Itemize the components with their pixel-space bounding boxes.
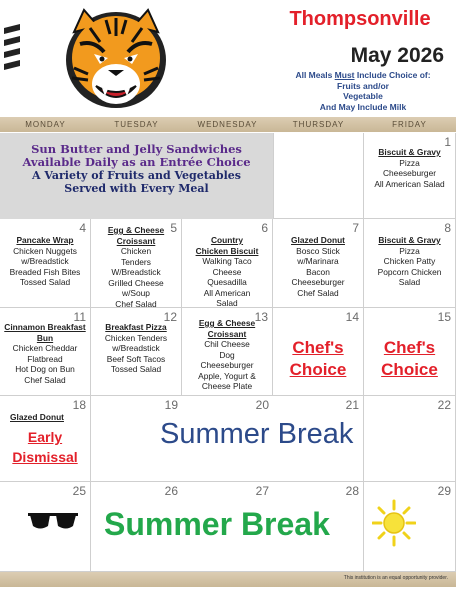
equal-opportunity-note: This institution is an equal opportunity provider. xyxy=(343,575,448,581)
day-number: 7 xyxy=(352,221,359,235)
day-number: 22 xyxy=(437,398,451,412)
day-cell-12 xyxy=(91,308,182,396)
day-number: 26 xyxy=(164,484,178,498)
menu-title: Egg & Cheese Croissant xyxy=(107,225,165,246)
day-thursday: THURSDAY xyxy=(292,120,345,129)
banner-line4: Served with Every Meal xyxy=(64,182,209,195)
day-tuesday: TUESDAY xyxy=(114,120,159,129)
note-line4: And May Include Milk xyxy=(319,101,407,112)
day-number: 5 xyxy=(170,221,177,235)
menu-item: Popcorn Chicken xyxy=(377,266,442,277)
day-monday: MONDAY xyxy=(25,120,66,129)
menu-item: Pizza xyxy=(399,157,420,168)
summer-break-label-2: Summer Break xyxy=(104,506,330,542)
menu-item: Cheese Plate xyxy=(201,381,253,391)
menu-item: w/Soup xyxy=(122,288,150,298)
note-line1-pre: All Meals xyxy=(295,70,335,80)
early-dismissal-line2: Dismissal xyxy=(12,449,78,465)
day-cell-7 xyxy=(273,219,364,308)
day-number: 21 xyxy=(345,398,359,412)
menu-item: Grilled Cheese xyxy=(108,277,164,288)
day-cell-22 xyxy=(364,396,456,482)
day-cell-18 xyxy=(0,396,91,482)
note-line3: Vegetable xyxy=(343,91,383,101)
menu-item: Walking Taco xyxy=(202,256,252,266)
menu-item: Pizza xyxy=(399,245,420,256)
menu-item: Apple, Yogurt & xyxy=(198,370,256,381)
menu-title: Glazed Donut xyxy=(10,412,64,422)
day-cell-13 xyxy=(182,308,273,396)
menu-item: Chef Salad xyxy=(297,287,339,298)
menu-item: Chil Cheese Dog xyxy=(204,339,250,360)
summer-break-label-1: Summer Break xyxy=(160,418,354,450)
menu-item: Chicken Nuggets xyxy=(13,245,77,256)
stripes-icon xyxy=(4,24,20,74)
menu-item: Beef Soft Tacos xyxy=(106,353,166,364)
chefs-choice-line2: Choice xyxy=(289,360,347,379)
day-number: 28 xyxy=(345,484,359,498)
menu-item: Cheeseburger xyxy=(200,360,254,370)
menu-item: W/Breadstick xyxy=(111,267,161,277)
menu-title: Glazed Donut xyxy=(291,235,345,245)
menu-item: Chicken Patty xyxy=(383,256,436,266)
weekday-header xyxy=(0,117,456,132)
day-cell-8 xyxy=(364,219,456,308)
menu-item: Bosco Stick xyxy=(296,245,340,256)
menu-item: Tossed Salad xyxy=(19,277,71,287)
menu-item: Hot Dog on Bun xyxy=(15,364,75,374)
day-wednesday: WEDNESDAY xyxy=(197,120,258,129)
day-cell-14 xyxy=(273,308,364,396)
chefs-choice-line1: Chef's xyxy=(383,338,436,357)
day-number: 8 xyxy=(444,221,451,235)
early-dismissal-line1: Early xyxy=(27,429,63,445)
menu-item: Cheese Quesadilla xyxy=(207,266,247,287)
school-name: Thompsonville xyxy=(289,8,431,30)
day-number: 13 xyxy=(254,310,268,324)
menu-title: Biscuit & Gravy xyxy=(378,147,441,157)
menu-item: Cheeseburger xyxy=(291,277,345,287)
menu-item: Chicken Tenders xyxy=(104,332,168,343)
day-number: 29 xyxy=(437,484,451,498)
meal-notes xyxy=(270,70,456,112)
day-friday: FRIDAY xyxy=(392,120,427,129)
menu-item: Breaded Fish Bites xyxy=(9,266,81,277)
day-number: 4 xyxy=(79,221,86,235)
day-number: 15 xyxy=(437,310,451,324)
menu-title: Biscuit & Gravy xyxy=(378,235,441,245)
tiger-mascot-icon xyxy=(60,4,172,112)
banner-line2: Available Daily as an Entrée Choice xyxy=(22,155,251,169)
banner-line3: A Variety of Fruits and Vegetables xyxy=(31,169,241,182)
menu-item: Cheeseburger xyxy=(382,168,437,178)
note-line2: Fruits and/or xyxy=(337,80,389,91)
menu-title: Country Chicken Biscuit xyxy=(195,235,259,256)
menu-item: Flatbread xyxy=(27,353,63,364)
menu-item: w/Breadstick xyxy=(21,256,69,266)
day-cell-5 xyxy=(91,219,182,308)
menu-item: Chicken Cheddar xyxy=(12,343,78,353)
chefs-choice-line1: Chef's xyxy=(292,338,344,357)
day-number: 12 xyxy=(163,310,177,324)
day-cell-4 xyxy=(0,219,91,308)
menu-item: Salad xyxy=(398,277,421,287)
menu-item: All American Salad xyxy=(374,178,445,189)
day-cell-15 xyxy=(364,308,456,396)
day-number: 18 xyxy=(72,398,86,412)
day-number: 20 xyxy=(255,398,269,412)
month-title: May 2026 xyxy=(350,44,444,67)
menu-title: Pancake Wrap xyxy=(16,235,74,245)
day-number: 27 xyxy=(255,484,269,498)
sun-icon xyxy=(372,498,416,548)
menu-title: Egg & Cheese Croissant xyxy=(198,318,256,339)
chefs-choice-line2: Choice xyxy=(381,360,438,379)
menu-item: Tossed Salad xyxy=(110,364,162,374)
menu-item: All American Salad xyxy=(203,287,251,308)
day-cell-11 xyxy=(0,308,91,396)
day-cell-6 xyxy=(182,219,273,308)
banner-line1: Sun Butter and Jelly Sandwiches xyxy=(31,142,242,156)
menu-item: Chef Salad xyxy=(24,374,66,385)
day-cell-25 xyxy=(0,482,91,572)
day-number: 14 xyxy=(345,310,359,324)
day-number: 19 xyxy=(164,398,178,412)
sunglasses-icon xyxy=(28,512,78,532)
note-line1-post: Include Choice of: xyxy=(354,70,431,80)
day-number: 1 xyxy=(444,135,451,149)
menu-title: Breakfast Pizza xyxy=(105,322,167,332)
day-cell-29 xyxy=(364,482,456,572)
menu-item: Bacon xyxy=(306,266,330,277)
day-number: 11 xyxy=(73,310,86,324)
menu-item: w/Marinara xyxy=(297,256,339,266)
info-banner xyxy=(0,133,273,219)
day-number: 6 xyxy=(261,221,268,235)
day-cell-1 xyxy=(364,133,456,219)
menu-title: Cinnamon Breakfast Bun xyxy=(4,322,86,343)
day-cell-thu-empty xyxy=(273,133,364,219)
menu-item: Chicken Tenders xyxy=(120,246,152,267)
menu-item: w/Breadstick xyxy=(112,343,160,353)
note-line1-u: Must xyxy=(334,70,355,80)
menu-item: Chef Salad xyxy=(115,298,157,309)
day-number: 25 xyxy=(72,484,86,498)
